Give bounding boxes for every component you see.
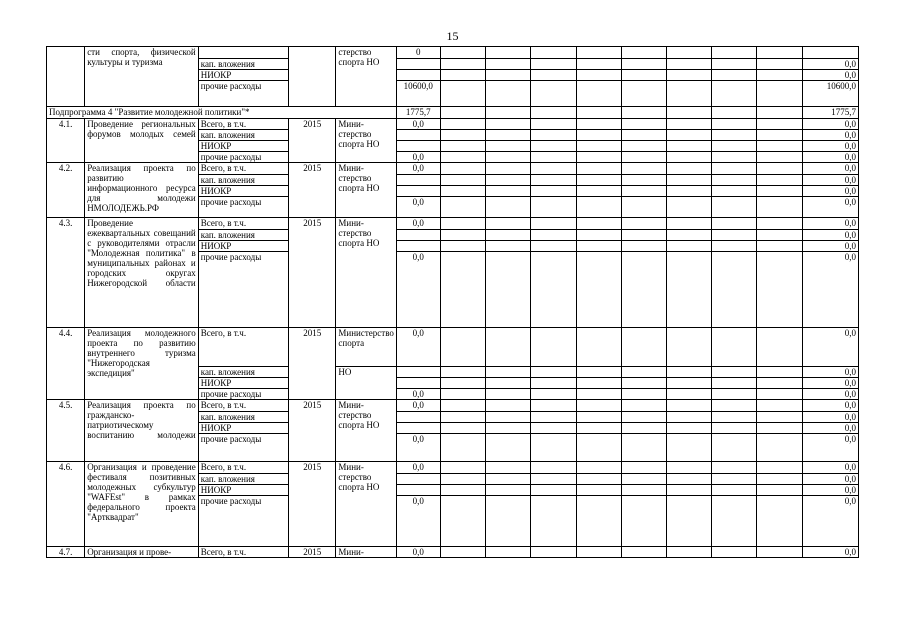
row-type: прочие расходы — [198, 197, 288, 218]
row-total: 0,0 — [396, 400, 440, 412]
row-type: прочие расходы — [198, 389, 288, 400]
subprogram-title: Подпрограмма 4 "Развитие молодежной политики"* — [47, 107, 397, 119]
row-value: 0,0 — [802, 241, 858, 252]
item-name: Организация и проведение фестиваля позитивных молодежных субкультур "WAFEst" в рамках федерального проекта "Артквадрат" — [85, 462, 199, 547]
row-value: 0,0 — [802, 186, 858, 197]
table-row — [47, 400, 859, 412]
item-name: Реализация проекта по развитию информационного ресурса для молодежи НМОЛОДЕЖЬ.РФ — [85, 163, 199, 218]
row-type: кап. вложения — [198, 412, 288, 423]
row-total: 0,0 — [396, 119, 440, 130]
table-row — [47, 163, 859, 175]
item-number: 4.6. — [47, 462, 85, 547]
item-number: 4.3. — [47, 218, 85, 328]
row-type: НИОКР — [198, 70, 288, 81]
row-type: НИОКР — [198, 241, 288, 252]
row-type: Всего, в т.ч. — [198, 547, 288, 558]
row-value: 10600,0 — [802, 81, 858, 107]
item-ministry: Мини- — [336, 547, 396, 558]
item-name: Реализация проекта по гражданско-патриотическому воспитанию молодежи — [85, 400, 199, 462]
row-value: 0,0 — [802, 218, 858, 230]
row-type: Всего, в т.ч. — [198, 400, 288, 412]
item-name: Реализация молодежного проекта по развитию внутреннего туризма "Нижегородская экспедиция" — [85, 328, 199, 400]
row-value: 0,0 — [802, 485, 858, 496]
row-type: кап. вложения — [198, 175, 288, 186]
row-total: 0,0 — [396, 197, 440, 218]
row-value: 0,0 — [802, 252, 858, 328]
item-number: 4.4. — [47, 328, 85, 400]
item-ministry: Мини-стерство спорта НО — [336, 218, 396, 328]
row-value: 0,0 — [802, 163, 858, 175]
row-ministry: стерство спорта НО — [336, 47, 396, 107]
row-value: 0,0 — [802, 152, 858, 163]
row-total: 0 — [396, 47, 440, 59]
item-number: 4.1. — [47, 119, 85, 163]
item-year: 2015 — [289, 400, 336, 462]
budget-table — [46, 46, 859, 558]
subprogram-total: 1775,7 — [396, 107, 440, 119]
subprogram-right: 1775,7 — [802, 107, 858, 119]
row-value: 0,0 — [802, 412, 858, 423]
row-type: прочие расходы — [198, 152, 288, 163]
row-type: прочие расходы — [198, 252, 288, 328]
page-number: 15 — [446, 29, 459, 43]
item-year: 2015 — [289, 163, 336, 218]
row-type: Всего, в т.ч. — [198, 119, 288, 130]
row-total: 0,0 — [396, 152, 440, 163]
table-row — [47, 547, 859, 558]
row-type: прочие расходы — [198, 434, 288, 462]
table-row — [47, 218, 859, 230]
row-type: кап. вложения — [198, 59, 288, 70]
row-value: 0,0 — [802, 175, 858, 186]
row-total: 0,0 — [396, 163, 440, 175]
row-value: 0,0 — [802, 462, 858, 474]
item-ministry: Мини-стерство спорта НО — [336, 400, 396, 462]
item-year: 2015 — [289, 462, 336, 547]
row-value: 0,0 — [802, 70, 858, 81]
row-value: 0,0 — [802, 141, 858, 152]
row-value: 0,0 — [802, 328, 858, 367]
row-total: 0,0 — [396, 434, 440, 462]
row-value: 0,0 — [802, 547, 858, 558]
item-ministry: Министерство спорта — [336, 328, 396, 367]
row-type: НИОКР — [198, 423, 288, 434]
row-type: Всего, в т.ч. — [198, 328, 288, 367]
item-number: 4.5. — [47, 400, 85, 462]
row-total: 0,0 — [396, 547, 440, 558]
row-total: 0,0 — [396, 328, 440, 367]
item-name: Проведение региональных форумов молодых семей — [85, 119, 199, 163]
row-total: 0,0 — [396, 496, 440, 547]
item-name: Проведение ежеквартальных совещаний с руководителями отрасли "Молодежная политика" в муниципальных районах и городских округах Нижегородской области — [85, 218, 199, 328]
row-value: 0,0 — [802, 474, 858, 485]
row-value: 0,0 — [802, 119, 858, 130]
row-total: 0,0 — [396, 252, 440, 328]
item-name: Организация и прове- — [85, 547, 199, 558]
row-type: НИОКР — [198, 186, 288, 197]
item-year: 2015 — [289, 218, 336, 328]
row-value: 0,0 — [802, 434, 858, 462]
row-type: кап. вложения — [198, 367, 288, 378]
row-type: НИОКР — [198, 378, 288, 389]
row-type: Всего, в т.ч. — [198, 163, 288, 175]
table-row — [47, 462, 859, 474]
row-value: 0,0 — [802, 230, 858, 241]
item-year: 2015 — [289, 119, 336, 163]
row-value: 0,0 — [802, 130, 858, 141]
item-number: 4.7. — [47, 547, 85, 558]
row-value: 0,0 — [802, 197, 858, 218]
row-value: 0,0 — [802, 367, 858, 378]
row-type: Всего, в т.ч. — [198, 218, 288, 230]
row-type: прочие расходы — [198, 496, 288, 547]
row-name: сти спорта, физической культуры и туризма — [85, 47, 199, 107]
item-ministry: Мини-стерство спорта НО — [336, 119, 396, 163]
row-type: кап. вложения — [198, 130, 288, 141]
item-number: 4.2. — [47, 163, 85, 218]
item-year: 2015 — [289, 547, 336, 558]
table-row — [47, 328, 859, 367]
row-type: Всего, в т.ч. — [198, 462, 288, 474]
row-value: 0,0 — [802, 378, 858, 389]
row-type: прочие расходы — [198, 81, 288, 107]
row-value: 0,0 — [802, 496, 858, 547]
row-value: 0,0 — [802, 389, 858, 400]
row-value: 0,0 — [802, 400, 858, 412]
item-ministry: НО — [336, 367, 396, 400]
row-type: НИОКР — [198, 141, 288, 152]
row-total: 0,0 — [396, 218, 440, 230]
row-total: 0,0 — [396, 462, 440, 474]
row-value: 0,0 — [802, 423, 858, 434]
row-type: кап. вложения — [198, 474, 288, 485]
row-type: НИОКР — [198, 485, 288, 496]
subprogram-row — [47, 107, 859, 119]
item-year: 2015 — [289, 328, 336, 400]
row-type: кап. вложения — [198, 230, 288, 241]
row-total: 10600,0 — [396, 81, 440, 107]
row-total: 0,0 — [396, 389, 440, 400]
item-ministry: Мини-стерство спорта НО — [336, 462, 396, 547]
item-ministry: Мини-стерство спорта НО — [336, 163, 396, 218]
table-row — [47, 119, 859, 130]
row-value: 0,0 — [802, 59, 858, 70]
table-row — [47, 47, 859, 59]
